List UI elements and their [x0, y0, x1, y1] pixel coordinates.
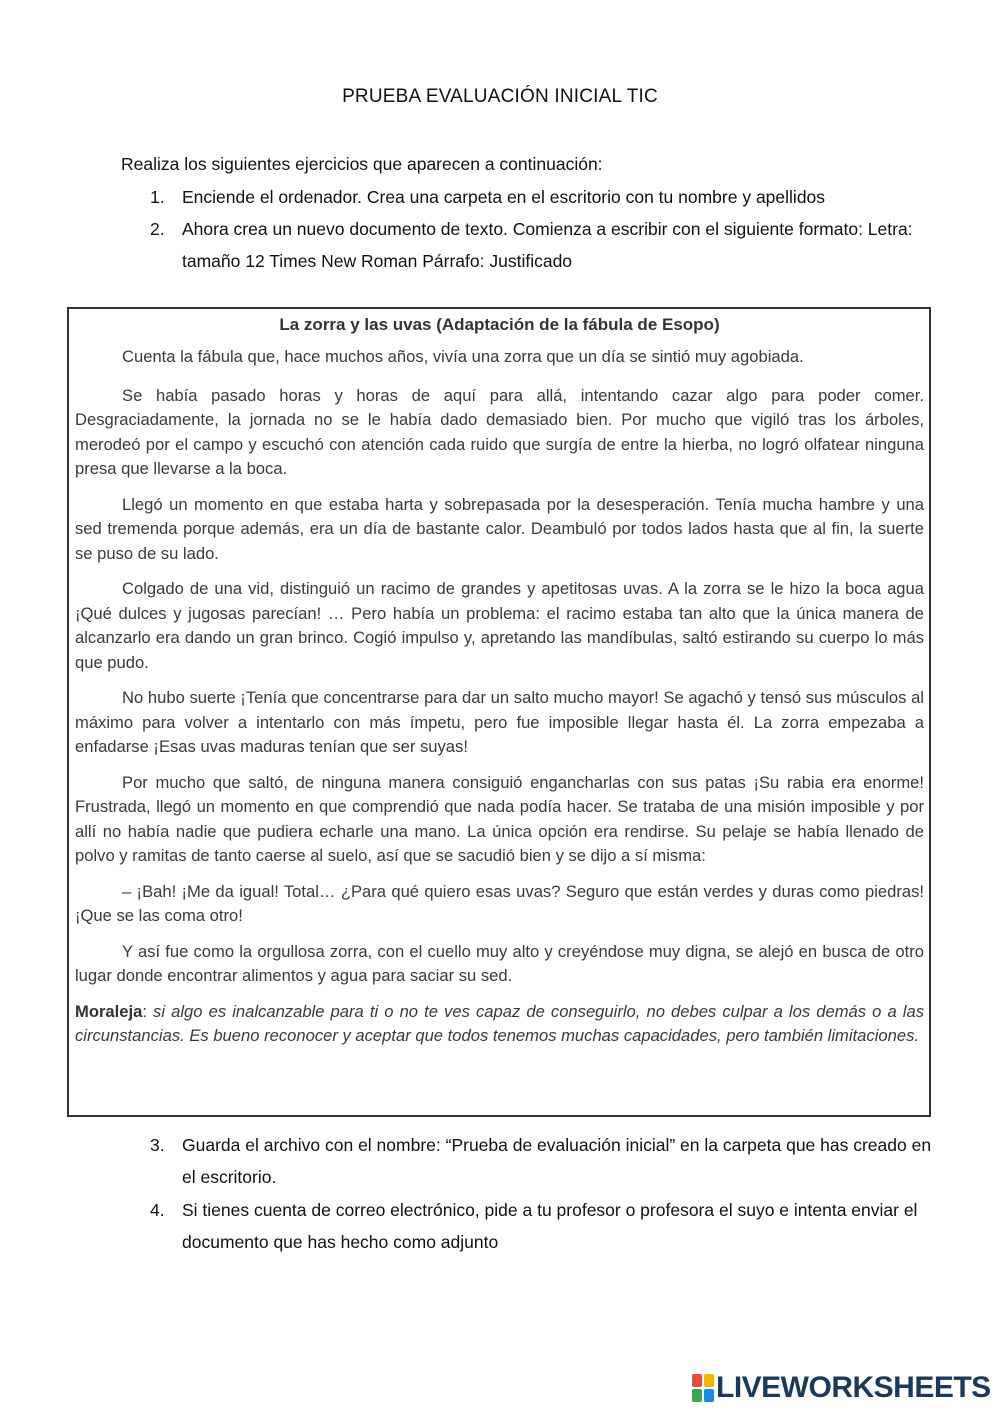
story-paragraph: Cuenta la fábula que, hace muchos años, vivía una zorra que un día se sintió muy agobiada.: [122, 347, 804, 366]
step-number: 1.: [150, 187, 165, 207]
step-number: 2.: [150, 219, 165, 239]
step-number: 4.: [150, 1200, 165, 1220]
step-text: Guarda el archivo con el nombre: “Prueba de evaluación inicial” en la carpeta que has creado en el escritorio.: [182, 1135, 932, 1187]
step-item-2: [150, 213, 942, 277]
step-item-3: [150, 1129, 942, 1193]
story-paragraph: No hubo suerte ¡Tenía que concentrarse para dar un salto mucho mayor! Se agachó y tensó sus músculos al máximo para volver a intentarlo con más ímpetu, pero fue imposible llegar hasta él. La zorra empezaba a enfadarse ¡Esas uvas maduras tenían que ser suyas!: [75, 688, 924, 756]
step-number: 3.: [150, 1135, 165, 1155]
step-text: Si tienes cuenta de correo electrónico, pide a tu profesor o profesora el suyo e intenta enviar el documento que has hecho como adjunto: [182, 1200, 918, 1252]
story-paragraph: Llegó un momento en que estaba harta y sobrepasada por la desesperación. Tenía mucha hambre y una sed tremenda porque además, era un día de bastante calor. Deambuló por todos lados hasta que al fin, la suerte se puso de su lado.: [75, 494, 924, 563]
instructions-intro: Realiza los siguientes ejercicios que aparecen a continuación:: [121, 154, 603, 174]
moral-text: si algo es inalcanzable para ti o no te ves capaz de conseguirlo, no debes culpar a los demás o a las circunstancias. Es bueno reconocer y aceptar que todos tenemos muchas capacidades, pero también limitaciones.: [75, 1001, 924, 1045]
logo-square: [692, 1374, 702, 1387]
story-paragraph: Y así fue como la orgullosa zorra, con el cuello muy alto y creyéndose muy digna, se alejó en busca de otro lugar donde encontrar alimentos y agua para saciar su sed.: [75, 941, 924, 985]
step-text: Enciende el ordenador. Crea una carpeta en el escritorio con tu nombre y apellidos: [182, 187, 826, 207]
page-title: PRUEBA EVALUACIÓN INICIAL TIC: [342, 86, 658, 107]
moral-separator: :: [142, 1001, 154, 1021]
story-paragraph: – ¡Bah! ¡Me da igual! Total… ¿Para qué quiero esas uvas? Seguro que están verdes y duras como piedras! ¡Que se las coma otro!: [75, 881, 924, 925]
liveworksheets-logo: [692, 1372, 991, 1404]
moral: [75, 1000, 924, 1049]
story-box: [67, 307, 931, 1117]
story-title: La zorra y las uvas (Adaptación de la fábula de Esopo): [279, 315, 720, 334]
logo-text: LIVEWORKSHEETS: [716, 1371, 991, 1404]
logo-square: [692, 1389, 702, 1402]
step-text: Ahora crea un nuevo documento de texto. Comienza a escribir con el siguiente formato: Letra: tamaño 12 Times New Roman Párrafo: Justificado: [182, 219, 913, 271]
step-item-1: [150, 181, 942, 213]
logo-square: [704, 1389, 714, 1402]
story-paragraph: Colgado de una vid, distinguió un racimo de grandes y apetitosas uvas. A la zorra se le hizo la boca agua ¡Qué dulces y jugosas parecían! … Pero había un problema: el racimo estaba tan alto que la única manera de alcanzarlo era dando un gran brinco. Cogió impulso y, apretando las mandíbulas, saltó estirando su cuerpo lo más que pudo.: [75, 579, 924, 672]
logo-mark-icon: [692, 1374, 714, 1402]
story-paragraph: Por mucho que saltó, de ninguna manera consiguió engancharlas con sus patas ¡Su rabia era enorme! Frustrada, llegó un momento en que comprendió que nada podía hacer. Se trataba de una misión imposible y por allí no había nadie que pudiera echarle una mano. La única opción era rendirse. Su pelaje se había llenado de polvo y ramitas de tanto caerse al suelo, así que se sacudió bien y se dijo a sí misma:: [75, 772, 924, 865]
story-paragraph: Se había pasado horas y horas de aquí para allá, intentando cazar algo para poder comer. Desgraciadamente, la jornada no se le había dado demasiado bien. Por mucho que vigiló tras los árboles, merodeó por el campo y escuchó con atención cada ruido que surgía de entre la hierba, no logró olfatear ninguna presa que llevarse a la boca.: [75, 385, 924, 478]
moral-label: Moraleja: [75, 1001, 143, 1021]
logo-square: [704, 1374, 714, 1387]
step-item-4: [150, 1194, 942, 1258]
